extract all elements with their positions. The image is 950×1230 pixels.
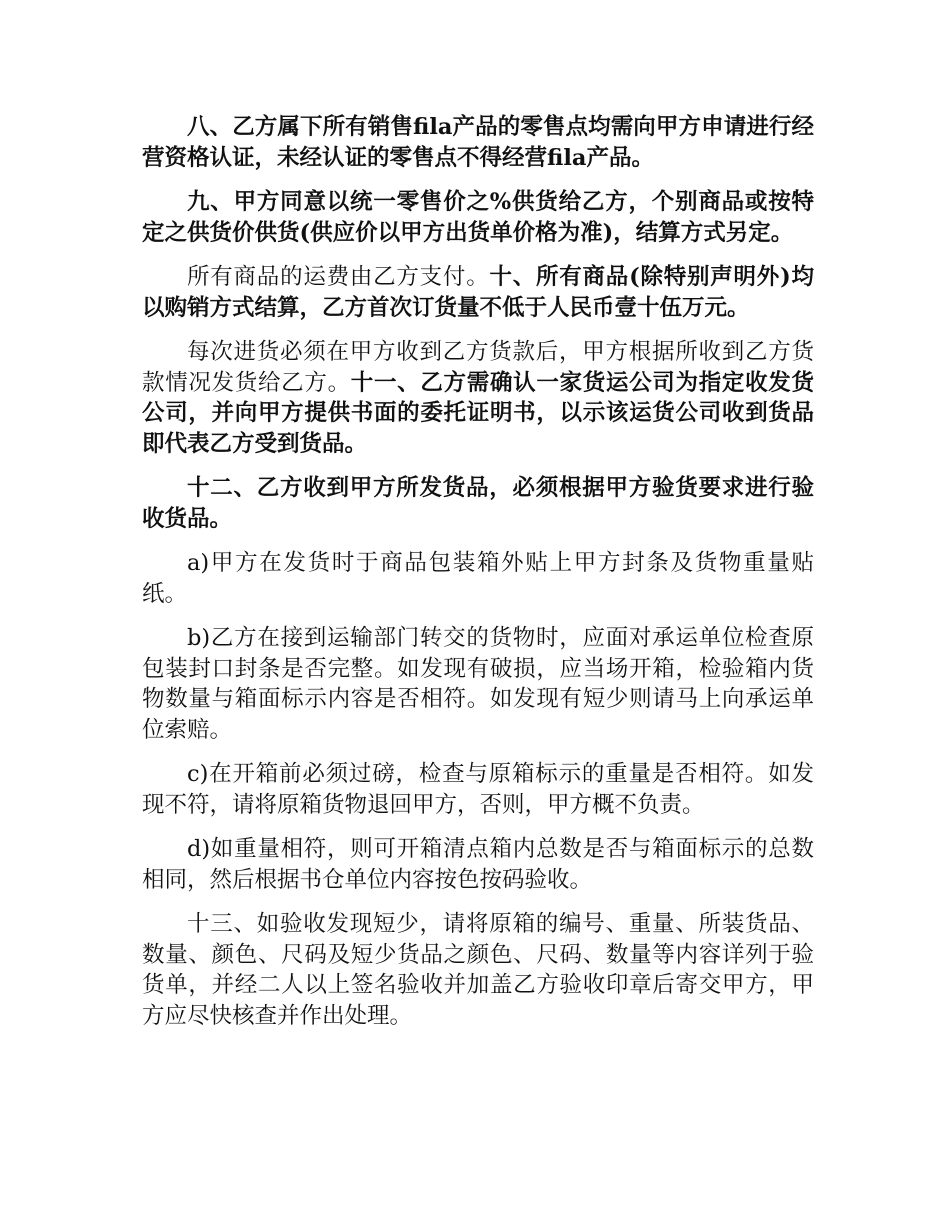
document-page — [142, 112, 814, 1045]
payment-note-text: 每次进货必须在甲方收到乙方货款后，甲方根据所收到乙方货款情况发货给乙方。 — [142, 339, 814, 396]
clause-8-paragraph — [142, 112, 814, 173]
item-b-paragraph — [142, 623, 814, 745]
clause-9-text: 九、甲方同意以统一零售价之%供货给乙方，个别商品或按特定之供货价供货(供应价以甲方出货单价格为准)，结算方式另定。 — [142, 189, 814, 246]
clause-13-paragraph — [142, 909, 814, 1031]
item-c-text: c)在开箱前必须过磅，检查与原箱标示的重量是否相符。如发现不符，请将原箱货物退回甲方，否则，甲方概不负责。 — [142, 761, 814, 818]
clause-10-text: 十、所有商品(除特别声明外)均以购销方式结算，乙方首次订货量不低于人民币壹十伍万元。 — [142, 264, 814, 321]
payment-and-clause-11-paragraph — [142, 337, 814, 459]
freight-note-text: 所有商品的运费由乙方支付。 — [187, 264, 490, 290]
item-c-paragraph — [142, 759, 814, 820]
item-a-paragraph — [142, 548, 814, 609]
item-a-text: a)甲方在发货时于商品包装箱外贴上甲方封条及货物重量贴纸。 — [142, 550, 814, 607]
clause-12-paragraph — [142, 473, 814, 534]
item-d-text: d)如重量相符，则可开箱清点箱内总数是否与箱面标示的总数相同，然后根据书仓单位内容按色按码验收。 — [142, 836, 814, 893]
clause-9-paragraph — [142, 187, 814, 248]
clause-11-text: 十一、乙方需确认一家货运公司为指定收发货公司，并向甲方提供书面的委托证明书，以示该运货公司收到货品即代表乙方受到货品。 — [142, 369, 814, 457]
clause-13-text: 十三、如验收发现短少，请将原箱的编号、重量、所装货品、数量、颜色、尺码及短少货品之颜色、尺码、数量等内容详列于验货单，并经二人以上签名验收并加盖乙方验收印章后寄交甲方，甲方应尽快核查并作出处理。 — [142, 911, 814, 1029]
freight-and-clause-10-paragraph — [142, 262, 814, 323]
clause-12-text: 十二、乙方收到甲方所发货品，必须根据甲方验货要求进行验收货品。 — [142, 475, 814, 532]
item-b-text: b)乙方在接到运输部门转交的货物时，应面对承运单位检查原包装封口封条是否完整。如发现有破损，应当场开箱，检验箱内货物数量与箱面标示内容是否相符。如发现有短少则请马上向承运单位索赔。 — [142, 625, 814, 743]
clause-8-text: 八、乙方属下所有销售fila产品的零售点均需向甲方申请进行经营资格认证，未经认证的零售点不得经营fila产品。 — [142, 114, 814, 171]
item-d-paragraph — [142, 834, 814, 895]
